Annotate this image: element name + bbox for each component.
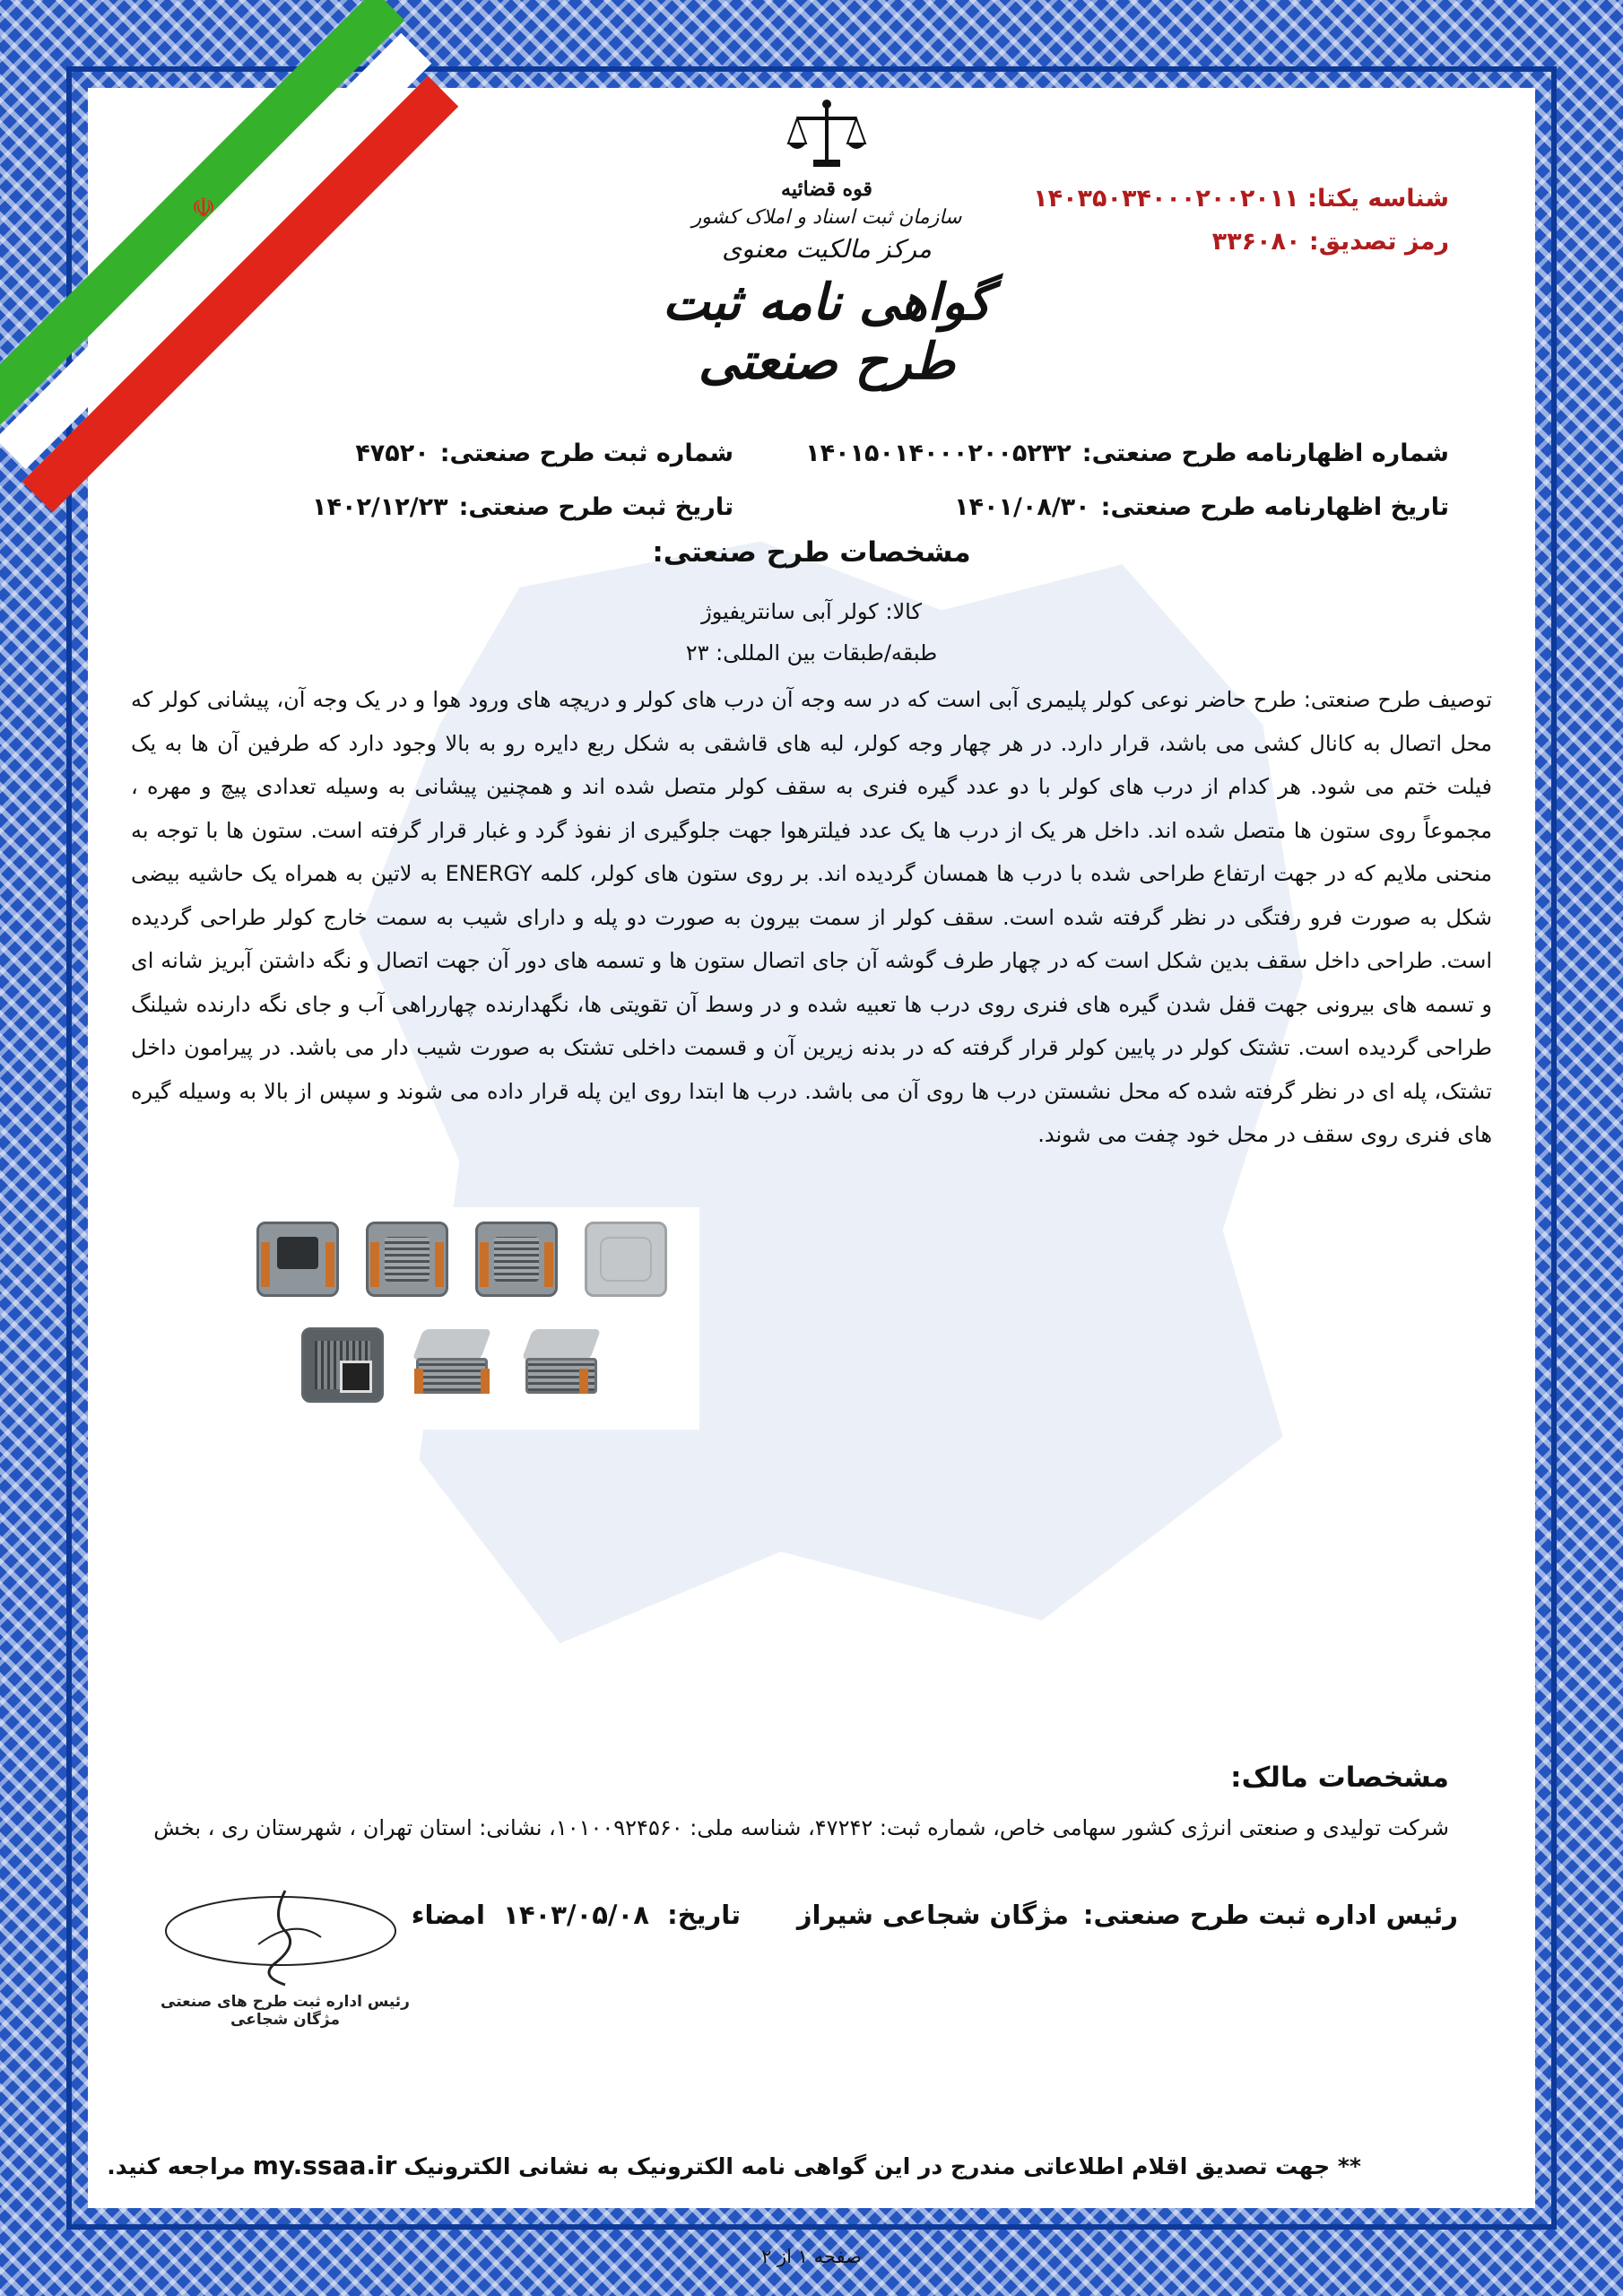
identifier-box bbox=[1033, 178, 1449, 264]
unique-id-line: شناسه یکتا: ۱۴۰۳۵۰۳۴۰۰۰۲۰۰۲۰۱۱ bbox=[1033, 185, 1449, 213]
declaration-info bbox=[805, 427, 1449, 535]
head-label: رئیس اداره ثبت طرح صنعتی: bbox=[1082, 1900, 1458, 1930]
cooler-top-view bbox=[579, 1216, 673, 1302]
owner-section-title: مشخصات مالک: bbox=[1230, 1761, 1449, 1794]
registration-number: شماره ثبت طرح صنعتی:۴۷۵۲۰ bbox=[355, 439, 734, 467]
sign-label: امضاء bbox=[411, 1900, 485, 1930]
design-images bbox=[251, 1207, 699, 1430]
verification-link[interactable]: my.ssaa.ir bbox=[252, 2151, 397, 2180]
design-section-title: مشخصات طرح صنعتی: bbox=[652, 536, 971, 569]
head-name: مژگان شجاعی شیراز bbox=[796, 1900, 1069, 1930]
goods-line: کالا: کولر آبی سانتریفیوژ bbox=[701, 599, 922, 624]
design-description: توصیف طرح صنعتی: طرح حاضر نوعی کولر پلیمری آبی است که در سه وجه آن درب های کولر و دریچه های ورود هوا و در یک وجه آن، پیشانی کولر که محل اتصال به کانال کشی می باشد، قرار دارد. در هر چهار وجه کولر، لبه های قاشقی به شکل ربع دایره رو به بالا وجود دارد که طرفین آن ها به یک فیلت ختم می شود. هر کدام از درب های کولر با دو عدد گیره فنری به سقف کولر متصل شده اند و همچنین پیشانی به وسیله تعدادی پیچ و مهره ، مجموعاً روی ستون ها متصل شده اند. داخل هر یک از درب ها یک عدد فیلترهوا جهت جلوگیری از نفوذ گرد و غبار قرار گرفته است. ستون ها با توجه به منحنی ملایم که در جهت ارتفاع طراحی شده با درب ها همسان گردیده اند. بر روی ستون های کولر، کلمه ENERGY به لاتین به همراه یک حاشیه بیضی شکل به صورت فرو رفتگی در نظر گرفته شده است. سقف کولر از سمت بیرون به صورت دو پله و دارای شیب به سمت خارج کولر طراحی گردیده است. طراحی داخل سقف بدین شکل است که در چهار طرف گوشه آن جای اتصال ستون ها و تسمه های دور آن جهت اتصال و نگه داشتن آبریز شانه ای و تسمه های بیرونی جهت قفل شدن گیره های فنری روی درب ها تعبیه شده و در وسط آن تقویتی ها، نگهدارنده چهارراهی آب و جای نگه دارنده شیلنگ طراحی گردیده است. تشتک کولر در پایین کولر قرار گرفته که در بدنه زیرین آن و قسمت داخلی تشتک به صورت شیب دار می باشد. در پیرامون داخل تشتک، پله ای در نظر گرفته شده که محل نشستن درب ها روی آن می باشد. درب ها ابتدا روی این پله قرار داده می شوند و سپس از بالا به وسیله گیره های فنری روی سقف در محل خود چفت می شوند. bbox=[131, 687, 1493, 1147]
unique-id-value: ۱۴۰۳۵۰۳۴۰۰۰۲۰۰۲۰۱۱ bbox=[1033, 185, 1299, 213]
cooler-bottom-view bbox=[296, 1322, 389, 1408]
signature-stamp bbox=[151, 1882, 473, 2061]
declaration-number: شماره اظهارنامه طرح صنعتی:۱۴۰۱۵۰۱۴۰۰۰۲۰۰۵۲۳۲ bbox=[805, 439, 1449, 467]
verify-code-line: رمز تصدیق: ۳۳۶۰۸۰ bbox=[1211, 228, 1449, 256]
owner-details: شرکت تولیدی و صنعتی انرژی کشور سهامی خاص، شماره ثبت: ۴۷۲۴۲، شناسه ملی: ۱۰۱۰۰۹۲۴۵۶۰، نشانی: استان تهران ، شهرستان ری ، بخش bbox=[153, 1815, 1449, 1840]
cooler-front-view bbox=[251, 1216, 344, 1302]
certificate-sheet bbox=[88, 88, 1535, 2267]
logo-line-judiciary: قوه قضائیه bbox=[781, 178, 872, 201]
stamp-caption: رئیس اداره ثبت طرح های صنعتی مژگان شجاعی bbox=[161, 1993, 410, 2029]
cooler-perspective-view-2 bbox=[515, 1318, 608, 1405]
judiciary-logo bbox=[638, 97, 1015, 420]
verification-note: ** جهت تصدیق اقلام اطلاعاتی مندرج در این گواهی نامه الکترونیک به نشانی الکترونیکmy.ssaa.irمراجعه کنید. bbox=[107, 2151, 1361, 2180]
certificate-title: گواهی نامه ثبت طرح صنعتی bbox=[662, 273, 992, 391]
page-number: صفحه ۱ از ۲ bbox=[761, 2246, 862, 2267]
logo-line-organization: سازمان ثبت اسناد و املاک کشور bbox=[691, 206, 962, 229]
class-line: طبقه/طبقات بین المللی: ۲۳ bbox=[685, 640, 938, 665]
cooler-back-view bbox=[470, 1216, 563, 1302]
flag-emblem-icon: ☫ bbox=[191, 193, 216, 224]
registration-info bbox=[312, 427, 733, 535]
sign-date: تاریخ: ۱۴۰۳/۰۵/۰۸ امضاء bbox=[411, 1900, 741, 1930]
handwritten-signature bbox=[151, 1882, 420, 1998]
verify-code-value: ۳۳۶۰۸۰ bbox=[1211, 228, 1301, 256]
iran-flag-ribbon bbox=[88, 88, 482, 483]
logo-line-ip-center: مرکز مالکیت معنوی bbox=[722, 234, 932, 264]
cooler-side-view bbox=[360, 1216, 454, 1302]
declaration-date: تاریخ اظهارنامه طرح صنعتی:۱۴۰۱/۰۸/۳۰ bbox=[954, 493, 1449, 521]
cooler-perspective-view-1 bbox=[405, 1318, 499, 1405]
scales-of-justice-icon bbox=[786, 97, 867, 178]
registration-date: تاریخ ثبت طرح صنعتی:۱۴۰۲/۱۲/۲۳ bbox=[312, 493, 734, 521]
